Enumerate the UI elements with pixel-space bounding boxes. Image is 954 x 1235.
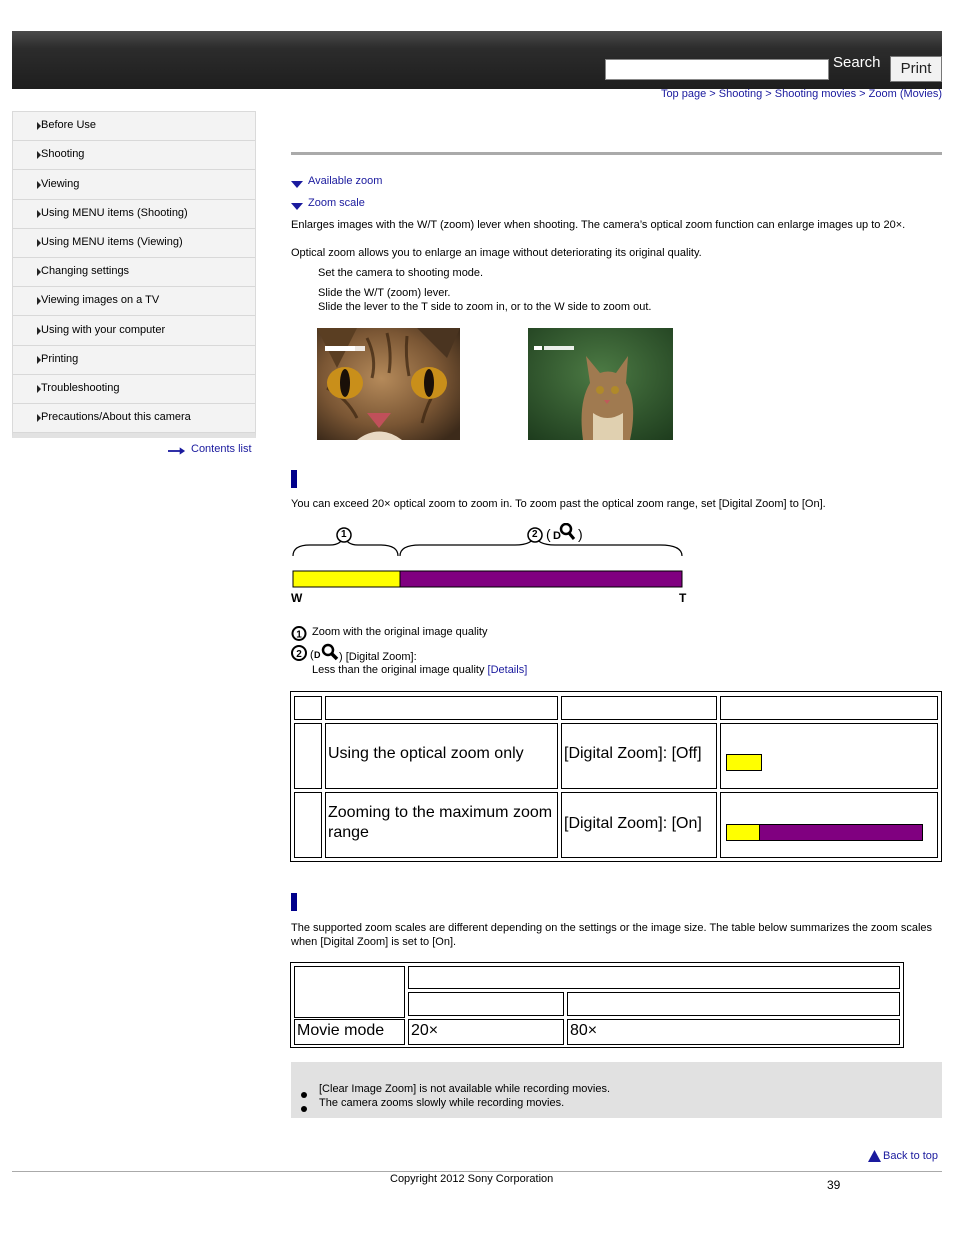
bullet-icon	[301, 1092, 307, 1098]
sidebar-item-label: Viewing images on a TV	[41, 294, 160, 306]
table-row-2-setting	[561, 792, 717, 858]
sidebar-item-label: Before Use	[41, 119, 97, 131]
step-2-title: Slide the W/T (zoom) lever.	[318, 287, 451, 299]
table-header-cell	[567, 992, 900, 1016]
notes-box	[291, 1062, 942, 1118]
contents-list-label: Contents list	[191, 443, 252, 455]
sidebar-item-computer[interactable]	[13, 317, 255, 346]
breadcrumb-shooting-movies[interactable]: Shooting movies	[774, 88, 857, 100]
tele-end-label: T	[679, 591, 687, 605]
arrow-down-icon	[291, 203, 303, 210]
back-to-top-link[interactable]: Back to top	[883, 1150, 939, 1162]
legend-paren-open: (	[310, 649, 314, 661]
movie-mode-label: Movie mode	[297, 1022, 385, 1039]
number-1-icon	[291, 626, 308, 641]
sidebar-item-label: Using with your computer	[41, 324, 166, 336]
sidebar-item-label: Shooting	[41, 148, 85, 160]
table-row-label	[294, 1019, 405, 1045]
cat-photo-zoomed-out	[528, 328, 673, 440]
arrow-up-icon	[868, 1150, 881, 1162]
row-1-setting-text: [Digital Zoom]: [Off]	[564, 745, 702, 762]
sidebar-item-shooting[interactable]	[13, 141, 255, 170]
search-button[interactable]: Search	[833, 54, 881, 71]
breadcrumb	[661, 88, 942, 100]
toc-link-zoom-scale[interactable]: Zoom scale	[308, 197, 365, 209]
diagram-label-2: 2	[532, 529, 538, 540]
table-row-1-desc	[325, 723, 558, 789]
table-header-cell	[561, 696, 717, 720]
breadcrumb-separator: >	[859, 88, 866, 100]
copyright-text: Copyright 2012 Sony Corporation	[390, 1173, 554, 1185]
svg-text:1: 1	[296, 629, 302, 641]
row-2-desc-text: Zooming to the maximum zoom range	[328, 804, 553, 841]
table-header-cell	[720, 696, 938, 720]
sidebar-item-label: Viewing	[41, 178, 80, 190]
breadcrumb-shooting[interactable]: Shooting	[718, 88, 763, 100]
sidebar-item-menu-viewing[interactable]	[13, 229, 255, 258]
zoom-setting-table	[290, 691, 942, 862]
sidebar-item-menu-shooting[interactable]	[13, 200, 255, 229]
diagram-paren-close: )	[578, 526, 583, 542]
step-2-detail: Slide the lever to the T side to zoom in, or to the W side to zoom out.	[318, 301, 652, 313]
section-marker-available-zoom	[291, 470, 297, 488]
bullet-icon	[301, 1106, 307, 1112]
search-input[interactable]	[605, 59, 829, 80]
title-divider	[291, 152, 942, 155]
sidebar-item-label: Changing settings	[41, 265, 130, 277]
breadcrumb-separator: >	[765, 88, 772, 100]
sidebar	[12, 111, 256, 438]
table-row-number-cell	[294, 723, 322, 789]
table-row-number-cell	[294, 792, 322, 858]
section-marker-zoom-scale	[291, 893, 297, 911]
arrow-right-icon	[168, 447, 186, 455]
svg-text:2: 2	[296, 649, 302, 660]
digital-zoom-bar	[759, 824, 923, 841]
row-1-desc-text: Using the optical zoom only	[328, 745, 524, 762]
footer-divider	[12, 1171, 942, 1172]
intro-paragraph-2: Optical zoom allows you to enlarge an image without deteriorating its original quality.	[291, 247, 702, 259]
table-header-cell	[408, 992, 564, 1016]
legend-digital-zoom-detail	[312, 663, 527, 677]
row-2-setting-text: [Digital Zoom]: [On]	[564, 815, 702, 832]
table-header-cell	[294, 966, 405, 1018]
table-row-1-range	[720, 723, 938, 789]
diagram-label-1: 1	[341, 529, 347, 540]
breadcrumb-top-page[interactable]: Top page	[660, 88, 707, 100]
sidebar-item-viewing-tv[interactable]	[13, 287, 255, 316]
table-header-cell	[408, 966, 900, 989]
optical-zoom-bar	[726, 824, 760, 841]
step-1: Set the camera to shooting mode.	[318, 267, 484, 279]
page-number: 39	[827, 1178, 841, 1192]
number-2-icon	[291, 645, 308, 662]
cat-photo-zoomed-in	[317, 328, 460, 440]
table-cell	[408, 1019, 564, 1045]
legend-digital-zoom: ) [Digital Zoom]:	[339, 651, 417, 663]
sidebar-item-changing-settings[interactable]	[13, 258, 255, 287]
table-cell	[567, 1019, 900, 1045]
note-item: The camera zooms slowly while recording movies.	[319, 1097, 565, 1109]
details-link[interactable]: [Details]	[487, 664, 528, 676]
toc-link-available-zoom[interactable]: Available zoom	[308, 175, 383, 187]
magnifier-icon	[321, 643, 339, 661]
arrow-down-icon	[291, 181, 303, 188]
legend-optical-zoom: Zoom with the original image quality	[312, 626, 488, 638]
zoom-scale-value-1: 20×	[411, 1022, 439, 1039]
zoom-scale-value-2: 80×	[570, 1022, 598, 1039]
sidebar-item-precautions[interactable]	[13, 404, 255, 433]
sidebar-item-troubleshooting[interactable]	[13, 375, 255, 404]
sidebar-item-printing[interactable]	[13, 346, 255, 375]
table-header-cell	[325, 696, 558, 720]
note-item: [Clear Image Zoom] is not available while recording movies.	[319, 1083, 611, 1095]
sidebar-item-before-use[interactable]	[13, 112, 255, 141]
sidebar-item-label: Using MENU items (Shooting)	[41, 207, 188, 219]
optical-zoom-bar	[726, 754, 762, 771]
digital-zoom-d-label: D	[314, 650, 321, 660]
sidebar-item-label: Using MENU items (Viewing)	[41, 236, 183, 248]
wide-end-label: W	[291, 591, 303, 605]
zoom-scale-table	[290, 962, 904, 1048]
table-row-2-range	[720, 792, 938, 858]
digital-zoom-d-label: D	[553, 530, 561, 542]
sidebar-item-viewing[interactable]	[13, 171, 255, 200]
intro-paragraph-1: Enlarges images with the W/T (zoom) lever when shooting. The camera’s optical zoom function can enlarge images up to 20×.	[291, 219, 906, 231]
available-zoom-text: You can exceed 20× optical zoom to zoom in. To zoom past the optical zoom range, set [Digital Zoom] to [On].	[291, 498, 826, 510]
table-row-2-desc	[325, 792, 558, 858]
print-button[interactable]: Print	[890, 56, 942, 82]
table-header-cell	[294, 696, 322, 720]
sidebar-item-label: Precautions/About this camera	[41, 411, 191, 423]
diagram-paren-open: (	[546, 526, 551, 542]
zoom-scale-text: The supported zoom scales are different depending on the settings or the image size. The table below summarizes the zoom scales when [Digital Zoom] is set to [On].	[291, 922, 933, 948]
legend-digital-zoom-quality: Less than the original image quality	[312, 664, 485, 676]
sidebar-item-label: Troubleshooting	[41, 382, 120, 394]
breadcrumb-separator: >	[709, 88, 716, 100]
zoom-range-diagram	[290, 523, 690, 609]
sidebar-item-label: Printing	[41, 353, 79, 365]
table-row-1-setting	[561, 723, 717, 789]
breadcrumb-current[interactable]: Zoom (Movies)	[868, 88, 942, 100]
